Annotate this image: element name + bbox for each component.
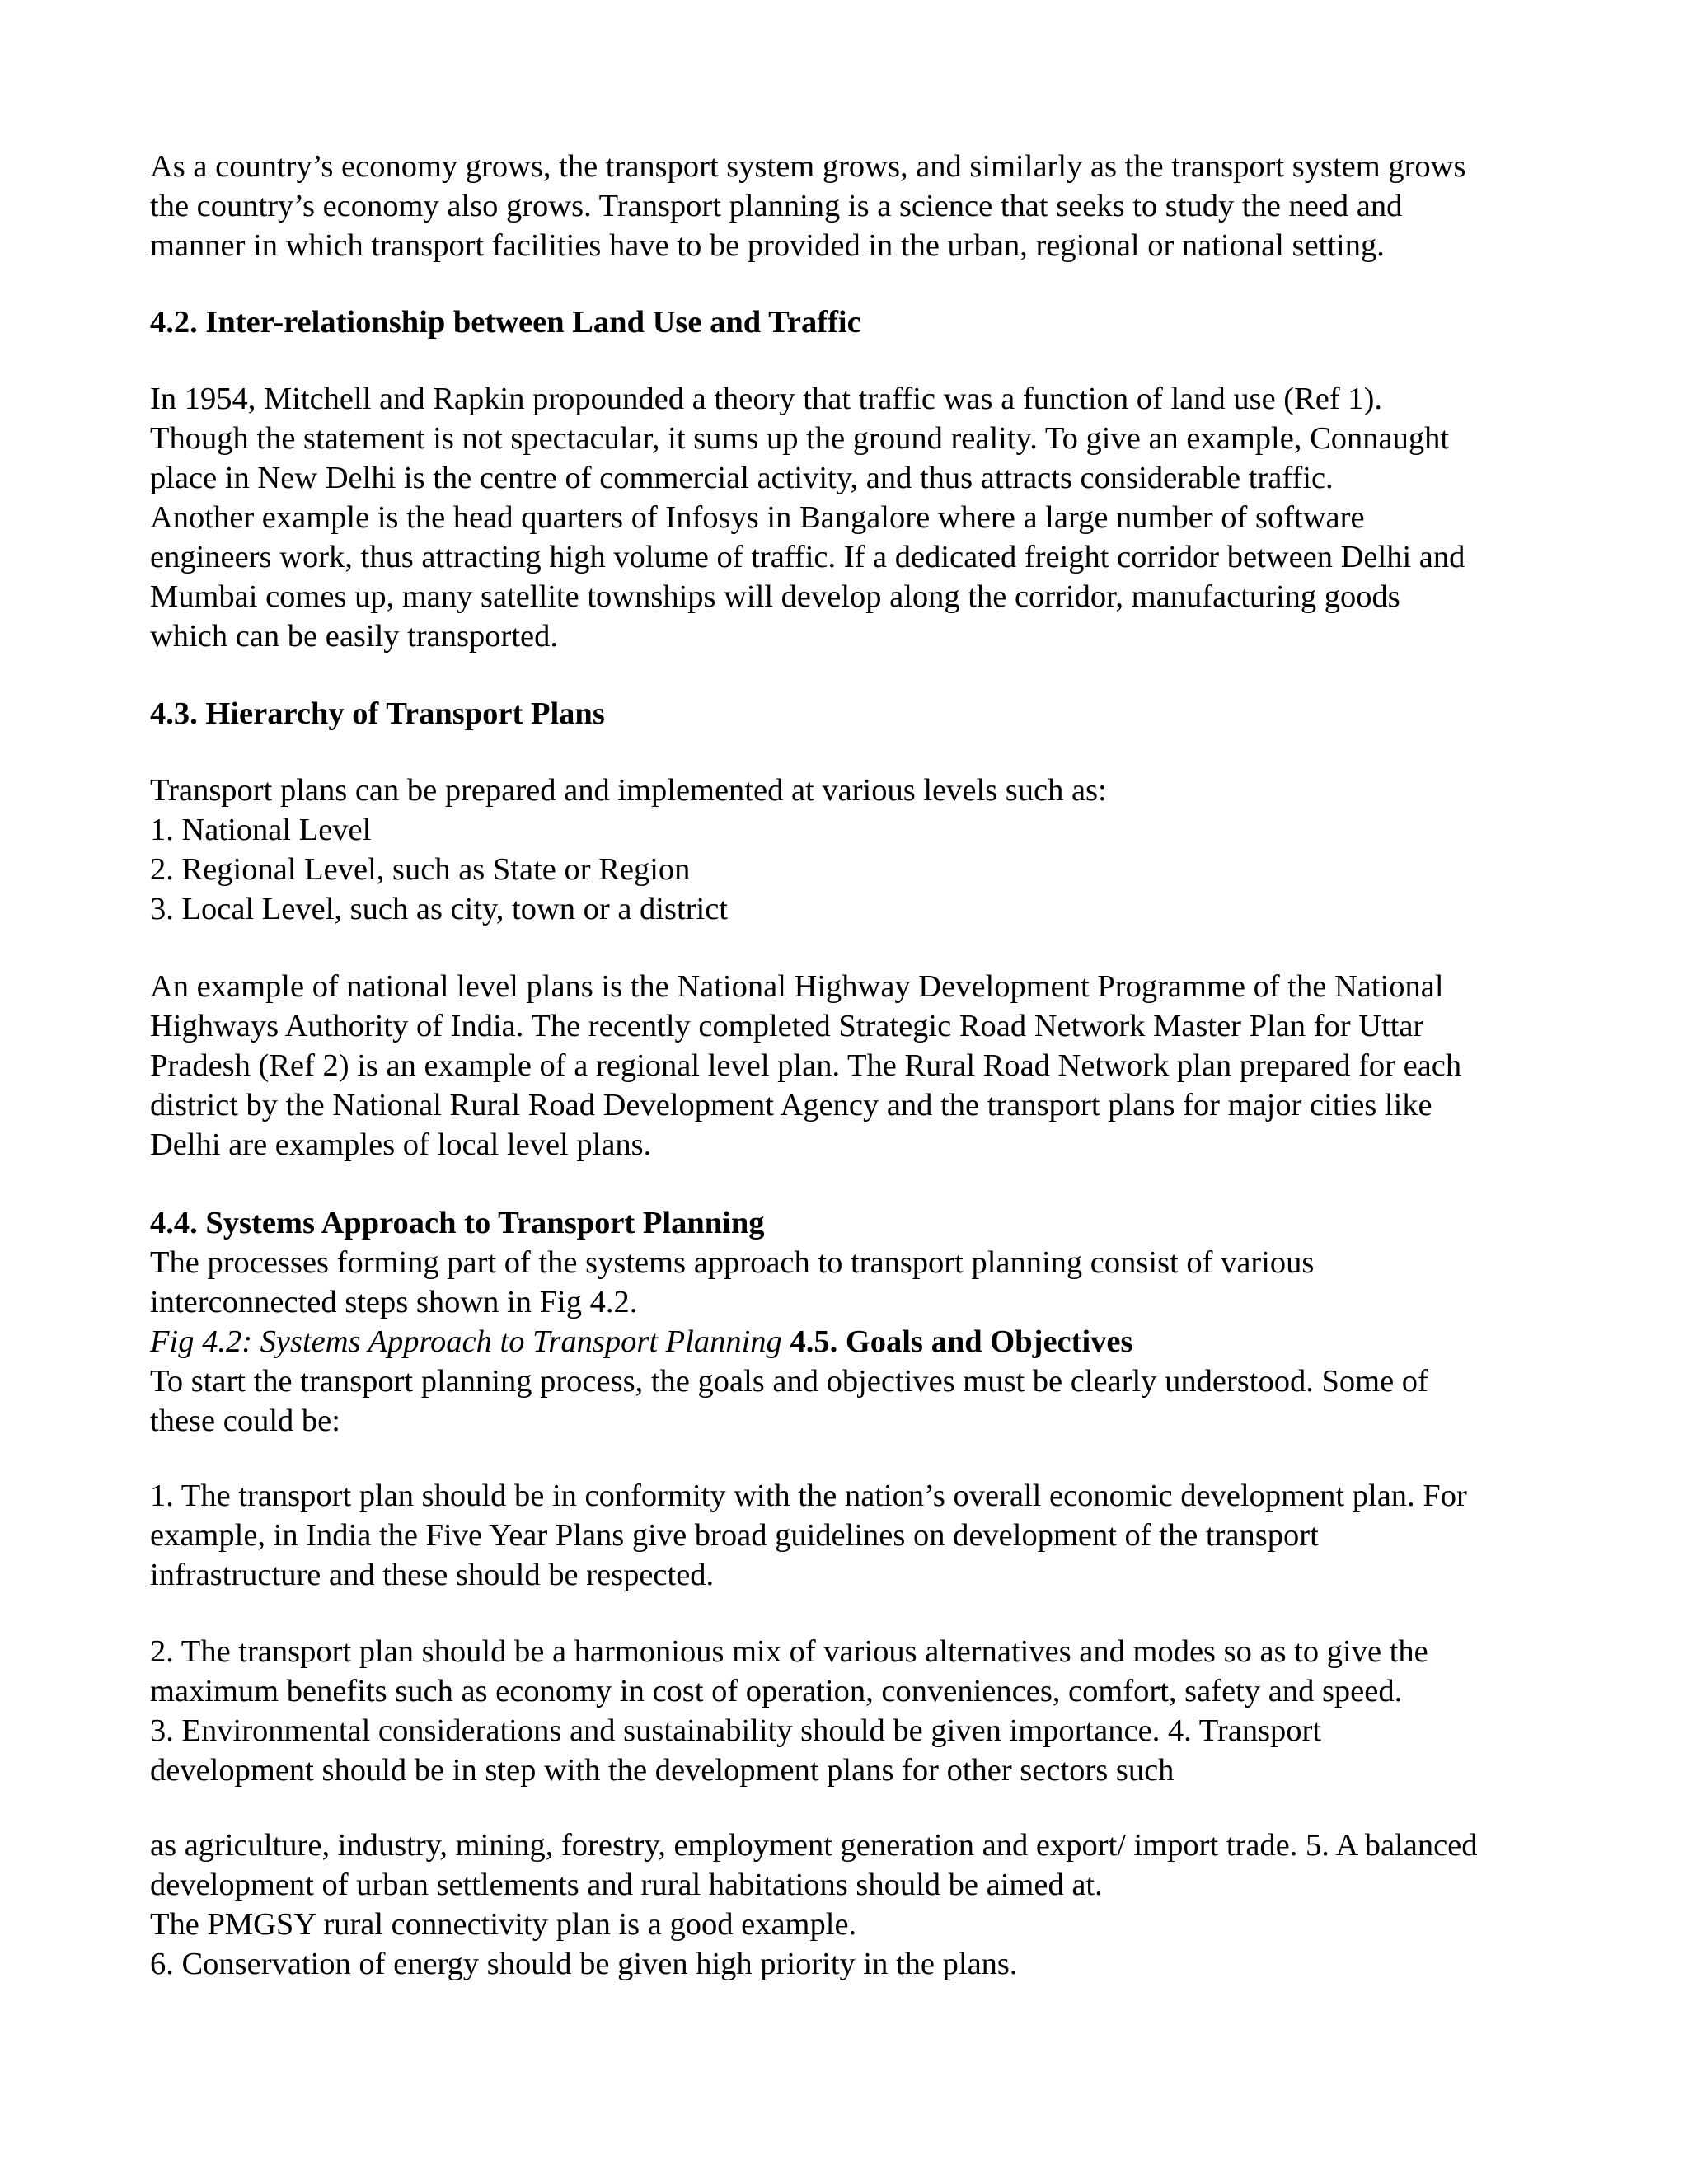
text-line: interconnected steps shown in Fig 4.2. — [150, 1285, 638, 1319]
text-line: Though the statement is not spectacular, it sums up the ground reality. To give an example, Connaught — [150, 421, 1450, 456]
text-line: infrastructure and these should be respected. — [150, 1558, 715, 1592]
text-line: The PMGSY rural connectivity plan is a good example. — [150, 1907, 857, 1942]
text-line: development of urban settlements and rural habitations should be aimed at. — [150, 1868, 1103, 1902]
text-line: district by the National Rural Road Development Agency and the transport plans for major cities like — [150, 1088, 1432, 1122]
list-item: 2. Regional Level, such as State or Region — [150, 852, 691, 887]
text-line: To start the transport planning process, the goals and objectives must be clearly understood. Some of — [150, 1364, 1428, 1399]
text-line: engineers work, thus attracting high volume of traffic. If a dedicated freight corridor between Delhi and — [150, 540, 1465, 574]
text-line: development should be in step with the development plans for other sectors such — [150, 1753, 1175, 1788]
text-line: An example of national level plans is the National Highway Development Programme of the National — [150, 969, 1444, 1004]
intro-paragraph — [150, 147, 1551, 265]
section-4-2-paragraph — [150, 379, 1551, 656]
caption-line — [150, 1322, 1551, 1361]
text-line: which can be easily transported. — [150, 619, 558, 654]
section-4-4-heading: 4.4. Systems Approach to Transport Planning — [150, 1206, 765, 1240]
section-4-3-example-paragraph — [150, 967, 1551, 1165]
text-line: Delhi are examples of local level plans. — [150, 1127, 652, 1162]
text-line: 2. The transport plan should be a harmonious mix of various alternatives and modes so as to give the — [150, 1634, 1428, 1669]
text-line: maximum benefits such as economy in cost of operation, conveniences, comfort, safety and speed. — [150, 1674, 1403, 1708]
text-line: the country’s economy also grows. Transport planning is a science that seeks to study the need and — [150, 189, 1403, 223]
goal-items-5-6 — [150, 1825, 1551, 1984]
goal-items-2-4 — [150, 1632, 1551, 1790]
text-line: 6. Conservation of energy should be given high priority in the plans. — [150, 1947, 1018, 1981]
text-line: Mumbai comes up, many satellite townships will develop along the corridor, manufacturing goods — [150, 579, 1400, 614]
section-4-3-levels — [150, 771, 1551, 929]
goal-item-1 — [150, 1476, 1551, 1595]
text-line: The processes forming part of the systems approach to transport planning consist of various — [150, 1245, 1315, 1280]
text-line: Pradesh (Ref 2) is an example of a regional level plan. The Rural Road Network plan prepared for each — [150, 1048, 1462, 1083]
text-line: as agriculture, industry, mining, forestry, employment generation and export/ import trade. 5. A balanced — [150, 1828, 1478, 1863]
text-line: In 1954, Mitchell and Rapkin propounded a theory that traffic was a function of land use (Ref 1). — [150, 382, 1383, 416]
text-line: these could be: — [150, 1404, 340, 1438]
section-4-3-heading: 4.3. Hierarchy of Transport Plans — [150, 696, 605, 731]
list-item: 1. National Level — [150, 813, 372, 847]
text-line: 3. Environmental considerations and sustainability should be given importance. 4. Transport — [150, 1713, 1322, 1748]
figure-caption: Fig 4.2: Systems Approach to Transport Planning — [150, 1324, 782, 1359]
text-line: As a country’s economy grows, the transport system grows, and similarly as the transport system grows — [150, 149, 1466, 184]
text-line: Transport plans can be prepared and implemented at various levels such as: — [150, 773, 1107, 808]
text-line: example, in India the Five Year Plans give broad guidelines on development of the transport — [150, 1518, 1319, 1553]
text-line: Highways Authority of India. The recently completed Strategic Road Network Master Plan for Uttar — [150, 1009, 1424, 1043]
section-4-2-heading: 4.2. Inter-relationship between Land Use and Traffic — [150, 305, 861, 340]
section-4-4-block — [150, 1203, 1551, 1441]
section-4-5-heading: 4.5. Goals and Objectives — [790, 1324, 1133, 1359]
text-line: 1. The transport plan should be in conformity with the nation’s overall economic development plan. For — [150, 1479, 1467, 1513]
list-item: 3. Local Level, such as city, town or a district — [150, 892, 728, 926]
text-line: place in New Delhi is the centre of commercial activity, and thus attracts considerable traffic. — [150, 461, 1334, 495]
text-line: Another example is the head quarters of Infosys in Bangalore where a large number of software — [150, 500, 1365, 535]
text-line: manner in which transport facilities have to be provided in the urban, regional or national setting. — [150, 228, 1385, 263]
